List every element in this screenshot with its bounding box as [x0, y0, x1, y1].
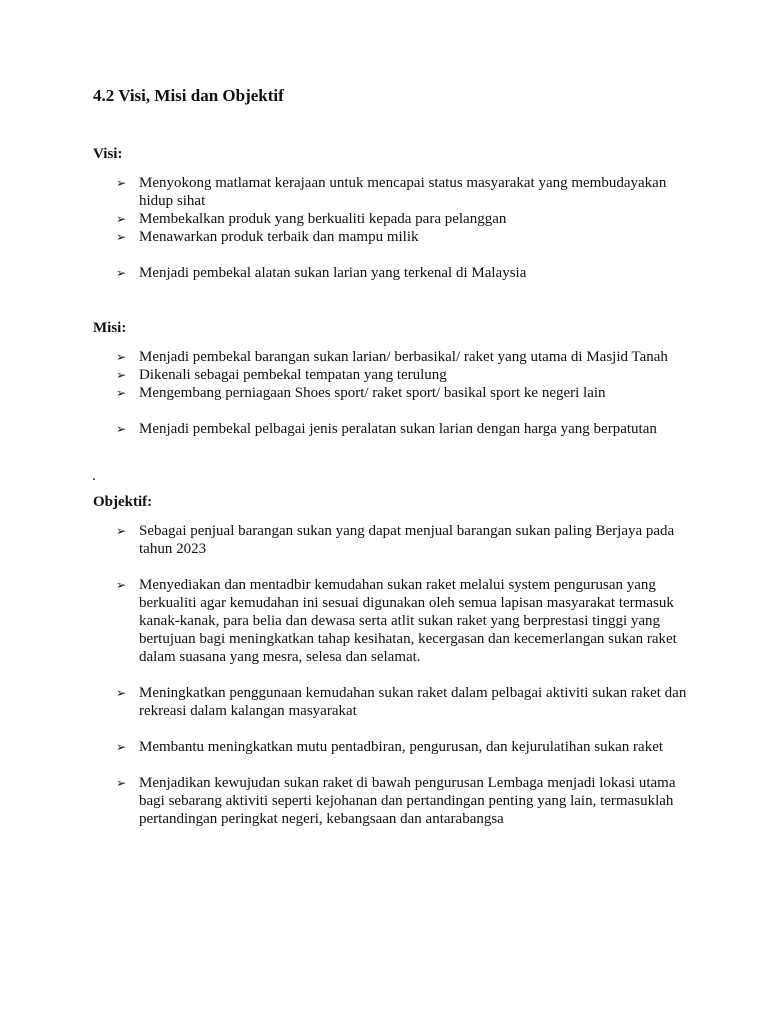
objektif-heading: Objektif: [93, 494, 153, 510]
arrow-bullet-icon: ➢ [116, 368, 127, 382]
misi-item: ➢ Dikenali sebagai pembekal tempatan yang terulung [116, 367, 447, 383]
visi-heading: Visi: [93, 146, 123, 162]
arrow-bullet-icon: ➢ [116, 212, 127, 226]
objektif-item: ➢ Membantu meningkatkan mutu pentadbiran, pengurusan, dan kejurulatihan sukan raket [116, 739, 664, 755]
arrow-bullet-icon: ➢ [116, 578, 127, 592]
visi-item: ➢ Menawarkan produk terbaik dan mampu milik [116, 229, 419, 245]
arrow-bullet-icon: ➢ [116, 230, 127, 244]
misi-heading: Misi: [93, 320, 127, 336]
arrow-bullet-icon: ➢ [116, 350, 127, 364]
visi-item: ➢ Menjadi pembekal alatan sukan larian yang terkenal di Malaysia [116, 265, 527, 281]
objektif-item: ➢ Meningkatkan penggunaan kemudahan sukan raket dalam pelbagai aktiviti sukan raket dan rekreasi dalam kalangan masyarakat [116, 685, 687, 719]
misi-item: ➢ Menjadi pembekal barangan sukan larian/ berbasikal/ raket yang utama di Masjid Tanah [116, 349, 668, 365]
misi-list [116, 348, 691, 438]
misi-item: ➢ Menjadi pembekal pelbagai jenis peralatan sukan larian dengan harga yang berpatutan [116, 421, 657, 437]
visi-item: ➢ Menyokong matlamat kerajaan untuk mencapai status masyarakat yang membudayakan hidup sihat [116, 175, 667, 209]
arrow-bullet-icon: ➢ [116, 176, 127, 190]
misi-item: ➢ Mengembang perniagaan Shoes sport/ raket sport/ basikal sport ke negeri lain [116, 385, 606, 401]
objektif-item: ➢ Menyediakan dan mentadbir kemudahan sukan raket melalui system pengurusan yang berkualiti agar kemudahan ini sesuai digunakan oleh semua lapisan masyarakat termasuk kanak-kanak, para belia dan dewasa serta atlit sukan raket yang berprestasi tinggi yang bertujuan bagi meningkatkan tahap kesihatan, kecergasan dan kecemerlangan sukan raket dalam suasana yang mesra, selesa dan selamat. [116, 577, 677, 665]
arrow-bullet-icon: ➢ [116, 776, 127, 790]
arrow-bullet-icon: ➢ [116, 524, 127, 538]
arrow-bullet-icon: ➢ [116, 386, 127, 400]
arrow-bullet-icon: ➢ [116, 266, 127, 280]
arrow-bullet-icon: ➢ [116, 740, 127, 754]
visi-list [116, 174, 691, 282]
visi-item: ➢ Membekalkan produk yang berkualiti kepada para pelanggan [116, 211, 507, 227]
arrow-bullet-icon: ➢ [116, 422, 127, 436]
objektif-item: ➢ Sebagai penjual barangan sukan yang dapat menjual barangan sukan paling Berjaya pada tahun 2023 [116, 523, 675, 557]
section-title: 4.2 Visi, Misi dan Objektif [93, 86, 284, 105]
objektif-list [116, 522, 691, 828]
trailing-period: . [92, 468, 96, 484]
arrow-bullet-icon: ➢ [116, 686, 127, 700]
objektif-item: ➢ Menjadikan kewujudan sukan raket di bawah pengurusan Lembaga menjadi lokasi utama bagi sebarang aktiviti seperti kejohanan dan pertandingan penting yang lain, termasuklah pertandingan peringkat negeri, kebangsaan dan antarabangsa [116, 775, 676, 827]
